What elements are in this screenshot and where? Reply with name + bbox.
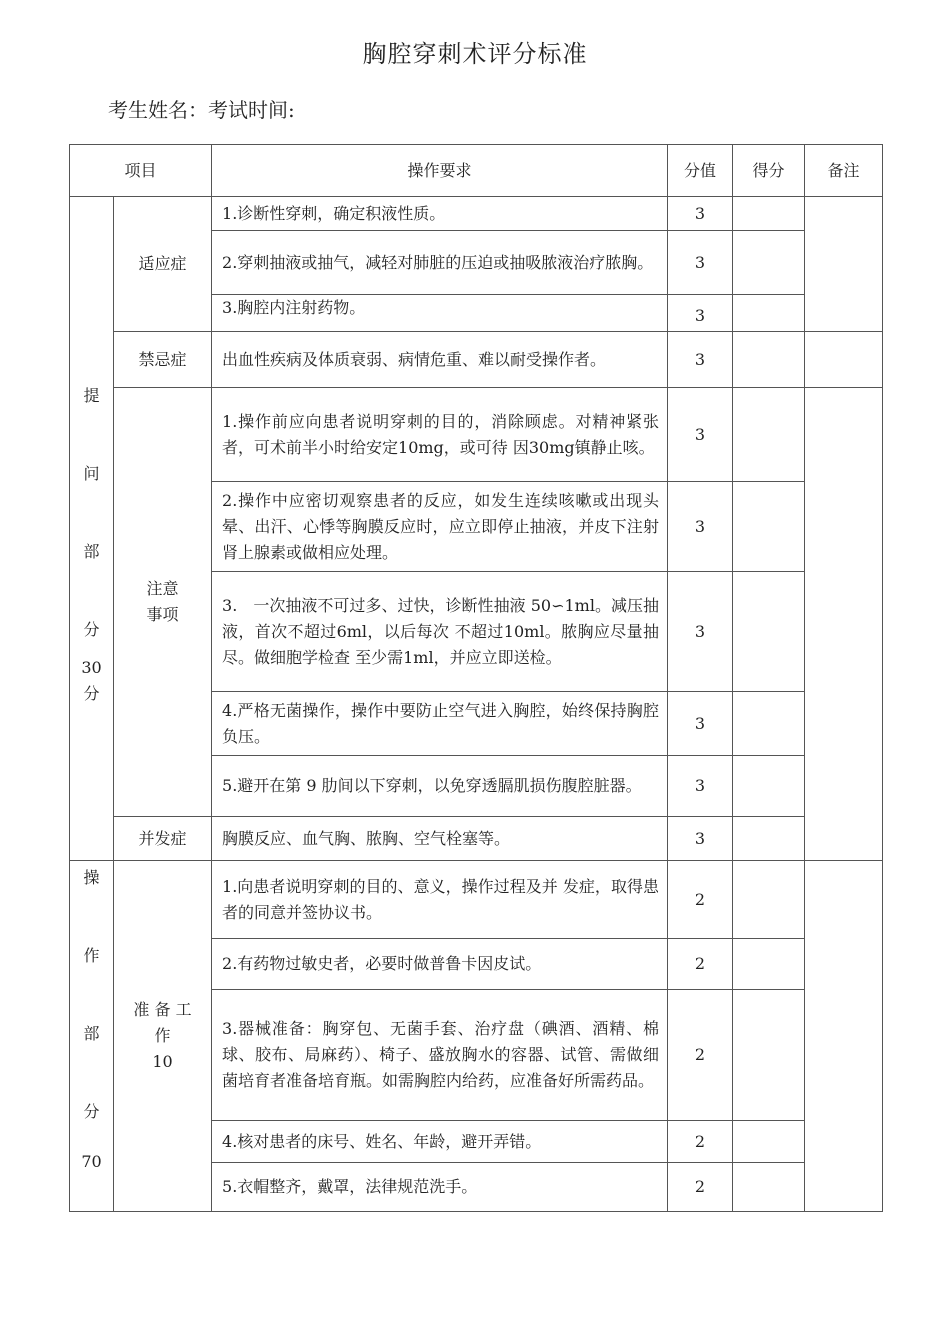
prep-label-score: 10: [152, 1052, 173, 1071]
got-cell[interactable]: [733, 332, 805, 388]
got-cell[interactable]: [733, 482, 805, 572]
contra-label: 禁忌症: [114, 332, 212, 388]
score-value: 2: [668, 990, 733, 1121]
part1-char: 分: [83, 684, 100, 703]
part1-char: 部: [83, 542, 100, 561]
header-score: 分值: [668, 145, 733, 197]
got-cell[interactable]: [733, 572, 805, 692]
got-cell[interactable]: [733, 756, 805, 817]
remark-cell[interactable]: [805, 197, 883, 332]
requirement-text: 3.器械准备：胸穿包、无菌手套、治疗盘（碘酒、酒精、棉球、胶布、局麻药）、椅子、盛放胸水的容器、试管、需做细菌培育者准备培育瓶。如需胸腔内给药，应准备好所需药品。: [212, 990, 668, 1121]
score-value: 3: [668, 231, 733, 295]
got-cell[interactable]: [733, 692, 805, 756]
scoring-table: [69, 144, 883, 1212]
score-value: 3: [668, 692, 733, 756]
score-value: 3: [668, 295, 733, 332]
part2-score: 70: [81, 1152, 102, 1171]
part2-char: 分: [83, 1102, 100, 1121]
requirement-text: 1.操作前应向患者说明穿刺的目的，消除顾虑。对精神紧张者，可术前半小时给安定10mg，或可待 因30mg镇静止咳。: [212, 388, 668, 482]
score-value: 2: [668, 1121, 733, 1163]
score-value: 3: [668, 482, 733, 572]
requirement-text: 2.穿刺抽液或抽气，减轻对肺脏的压迫或抽吸脓液治疗脓胸。: [212, 231, 668, 295]
requirement-text: 4.核对患者的床号、姓名、年龄，避开弄错。: [212, 1121, 668, 1163]
notes-label-line: 事项: [146, 605, 179, 624]
got-cell[interactable]: [733, 295, 805, 332]
part1-score: 30: [81, 658, 102, 677]
part1-char: 问: [83, 464, 100, 483]
header-got: 得分: [733, 145, 805, 197]
requirement-text: 胸膜反应、血气胸、脓胸、空气栓塞等。: [212, 817, 668, 861]
complication-label: 并发症: [114, 817, 212, 861]
part1-label: [70, 197, 114, 861]
got-cell[interactable]: [733, 1121, 805, 1163]
requirement-text: 1.向患者说明穿刺的目的、意义，操作过程及并 发症，取得患者的同意并签协议书。: [212, 861, 668, 939]
notes-label-line: 注意: [146, 579, 179, 598]
table-row: [70, 817, 883, 861]
score-value: 3: [668, 572, 733, 692]
candidate-info: 考生姓名：考试时间:: [108, 98, 295, 122]
page-title: 胸腔穿刺术评分标准: [362, 40, 588, 68]
prep-label-line: 作: [154, 1026, 171, 1045]
notes-label: [114, 388, 212, 817]
score-value: 3: [668, 817, 733, 861]
prep-label-line: 准 备 工: [133, 1000, 192, 1019]
header-remark: 备注: [805, 145, 883, 197]
score-value: 3: [668, 388, 733, 482]
score-value: 3: [668, 197, 733, 231]
requirement-text: 5.衣帽整齐，戴罩，法律规范洗手。: [212, 1163, 668, 1212]
score-value: 3: [668, 332, 733, 388]
part1-char: 分: [83, 620, 100, 639]
got-cell[interactable]: [733, 939, 805, 990]
indications-label: 适应症: [114, 197, 212, 332]
header-requirement: 操作要求: [212, 145, 668, 197]
got-cell[interactable]: [733, 231, 805, 295]
table-header: [70, 145, 883, 197]
score-value: 2: [668, 1163, 733, 1212]
remark-cell[interactable]: [805, 861, 883, 1212]
got-cell[interactable]: [733, 990, 805, 1121]
table-row: [70, 861, 883, 939]
table-row: [70, 332, 883, 388]
requirement-text: 2.操作中应密切观察患者的反应，如发生连续咳嗽或出现头晕、出汗、心悸等胸膜反应时，应立即停止抽液，并皮下注射肾上腺素或做相应处理。: [212, 482, 668, 572]
remark-cell[interactable]: [805, 388, 883, 861]
part2-char: 作: [83, 946, 100, 965]
part2-char: 操: [83, 868, 100, 887]
score-value: 3: [668, 756, 733, 817]
got-cell[interactable]: [733, 1163, 805, 1212]
score-value: 2: [668, 939, 733, 990]
table-row: [70, 197, 883, 231]
prep-label: [114, 861, 212, 1212]
score-value: 2: [668, 861, 733, 939]
requirement-text: 1.诊断性穿刺，确定积液性质。: [212, 197, 668, 231]
requirement-text: 5.避开在第 9 肋间以下穿刺，以免穿透膈肌损伤腹腔脏器。: [212, 756, 668, 817]
got-cell[interactable]: [733, 817, 805, 861]
requirement-text: 3.胸腔内注射药物。: [212, 295, 668, 332]
part1-char: 提: [83, 386, 100, 405]
header-item: 项目: [70, 145, 212, 197]
requirement-text: 3. 一次抽液不可过多、过快，诊断性抽液 50∽1ml。减压抽液，首次不超过6ml，以后每次 不超过10ml。脓胸应尽量抽尽。做细胞学检查 至少需1ml，并应立即送检。: [212, 572, 668, 692]
requirement-text: 出血性疾病及体质衰弱、病情危重、难以耐受操作者。: [212, 332, 668, 388]
requirement-text: 2.有药物过敏史者，必要时做普鲁卡因皮试。: [212, 939, 668, 990]
remark-cell[interactable]: [805, 332, 883, 388]
part2-char: 部: [83, 1024, 100, 1043]
got-cell[interactable]: [733, 197, 805, 231]
got-cell[interactable]: [733, 388, 805, 482]
table-row: [70, 388, 883, 482]
requirement-text: 4.严格无菌操作，操作中要防止空气进入胸腔，始终保持胸腔负压。: [212, 692, 668, 756]
got-cell[interactable]: [733, 861, 805, 939]
part2-label: [70, 861, 114, 1212]
